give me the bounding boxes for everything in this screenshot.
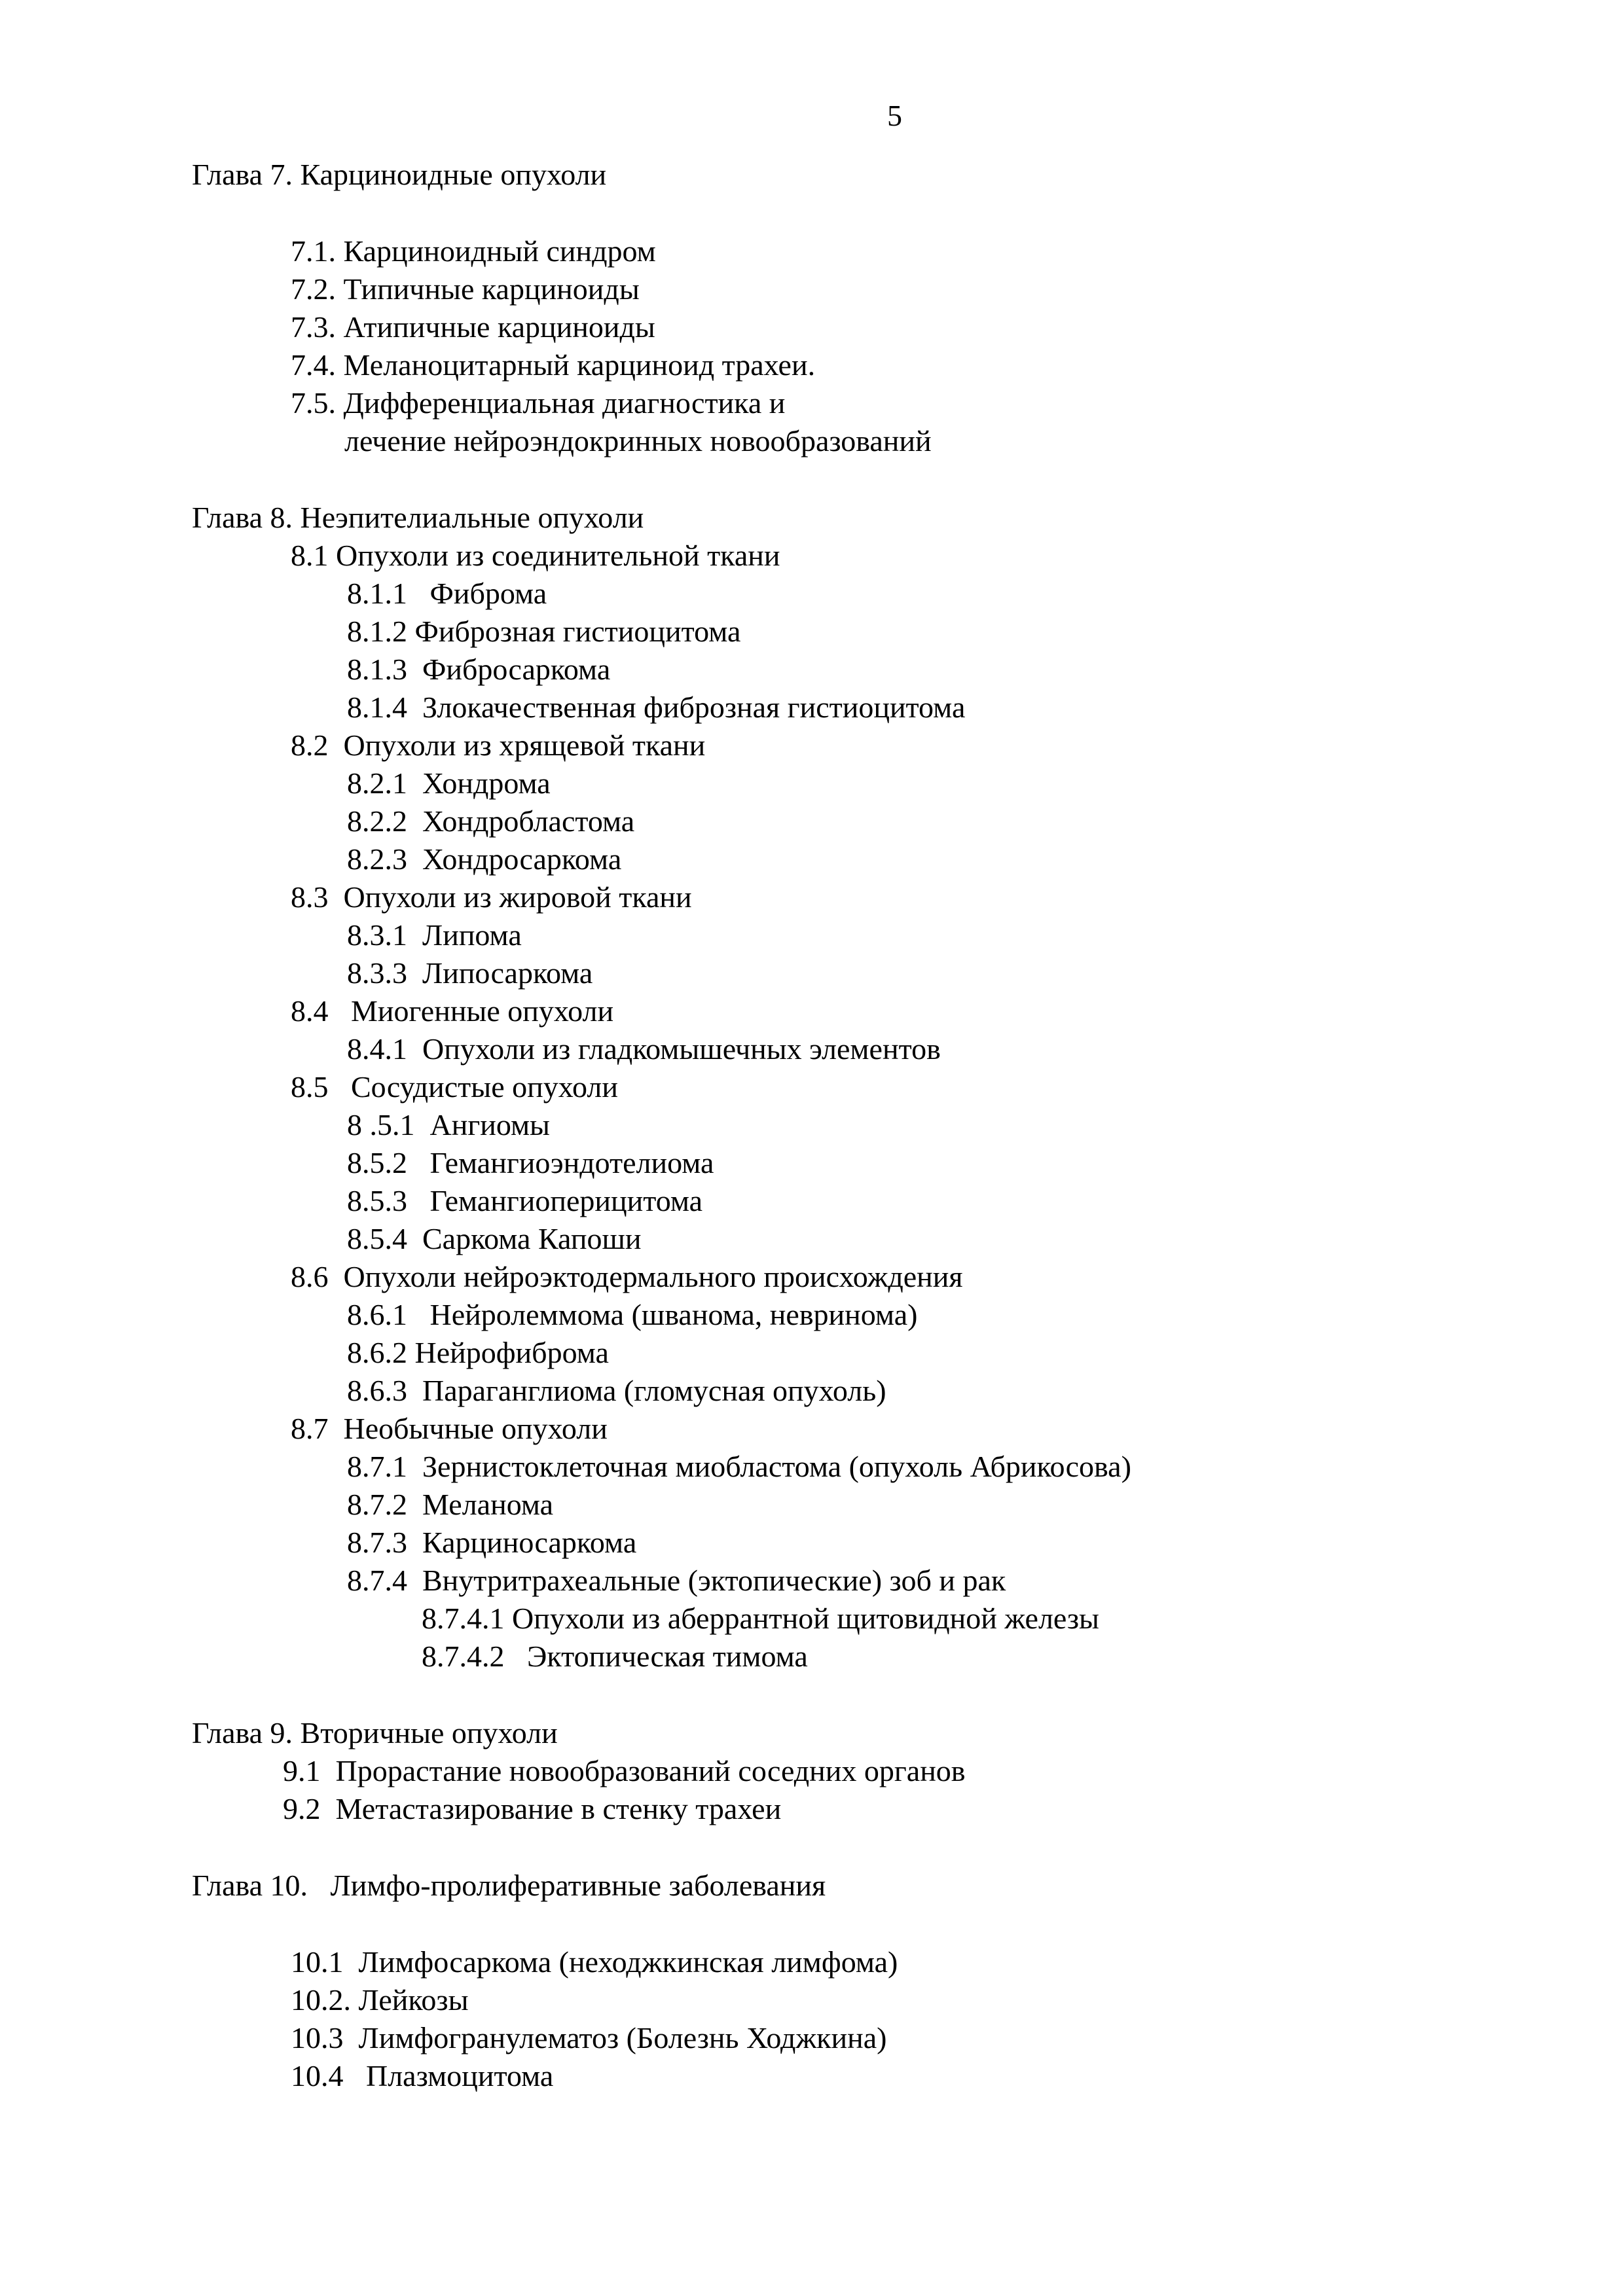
toc-section: 9.2 Метастазирование в стенку трахеи <box>283 1792 782 1825</box>
toc-entry: 7.1. Карциноидный синдром <box>291 234 656 268</box>
page-number: 5 <box>887 99 902 132</box>
toc-section: 8.4 Миогенные опухоли <box>291 994 614 1028</box>
toc-entry: 7.2. Типичные карциноиды <box>291 272 640 306</box>
toc-subsection: 8.1.1 Фиброма <box>347 577 547 610</box>
toc-entry: 7.5. Дифференциальная диагностика и <box>291 386 786 420</box>
toc-subsection: 8.1.4 Злокачественная фиброзная гистиоцитома <box>347 691 966 724</box>
toc-subsection: 8.7.2 Меланома <box>347 1488 554 1521</box>
toc-subsection: 8.7.3 Карциносаркома <box>347 1526 637 1559</box>
toc-subsection: 8.5.4 Саркома Капоши <box>347 1222 642 1255</box>
toc-subsection: 8.7.4 Внутритрахеальные (эктопические) зоб и рак <box>347 1564 1006 1597</box>
chapter-heading: Глава 10. Лимфо-пролиферативные заболевания <box>192 1869 826 1902</box>
toc-subsubsection: 8.7.4.1 Опухоли из аберрантной щитовидной железы <box>422 1602 1099 1635</box>
toc-section: 8.5 Сосудистые опухоли <box>291 1070 618 1103</box>
toc-subsection: 8.3.1 Липома <box>347 918 522 952</box>
toc-subsection: 8.5.3 Гемангиоперицитома <box>347 1184 703 1217</box>
toc-section: 10.2. Лейкозы <box>291 1983 469 2017</box>
chapter-heading: Глава 7. Карциноидные опухоли <box>192 158 607 191</box>
toc-section: 10.3 Лимфогранулематоз (Болезнь Ходжкина) <box>291 2021 887 2054</box>
toc-section: 8.1 Опухоли из соединительной ткани <box>291 539 780 572</box>
toc-subsection: 8.3.3 Липосаркома <box>347 956 593 990</box>
toc-entry: 7.3. Атипичные карциноиды <box>291 310 655 344</box>
toc-subsection: 8 .5.1 Ангиомы <box>347 1108 550 1141</box>
toc-subsection: 8.2.3 Хондросаркома <box>347 842 622 876</box>
toc-subsection: 8.2.1 Хондрома <box>347 766 551 800</box>
chapter-heading: Глава 8. Неэпителиальные опухоли <box>192 501 644 534</box>
toc-subsection: 8.4.1 Опухоли из гладкомышечных элементов <box>347 1032 941 1066</box>
toc-subsubsection: 8.7.4.2 Эктопическая тимома <box>422 1640 808 1673</box>
toc-section: 9.1 Прорастание новообразований соседних органов <box>283 1754 966 1787</box>
toc-subsection: 8.2.2 Хондробластома <box>347 804 635 838</box>
toc-section: 8.6 Опухоли нейроэктодермального происхождения <box>291 1260 963 1293</box>
toc-subsection: 8.1.3 Фибросаркома <box>347 653 611 686</box>
toc-entry: 7.4. Меланоцитарный карциноид трахеи. <box>291 348 816 382</box>
toc-section: 8.2 Опухоли из хрящевой ткани <box>291 728 706 762</box>
toc-section: 8.3 Опухоли из жировой ткани <box>291 880 692 914</box>
toc-subsection: 8.6.3 Параганглиома (гломусная опухоль) <box>347 1374 886 1407</box>
toc-subsection: 8.6.1 Нейролеммома (шванома, невринома) <box>347 1298 918 1331</box>
toc-section: 10.1 Лимфосаркома (неходжкинская лимфома) <box>291 1945 898 1979</box>
toc-section: 10.4 Плазмоцитома <box>291 2059 554 2092</box>
toc-subsection: 8.6.2 Нейрофиброма <box>347 1336 609 1369</box>
toc-subsection: 8.5.2 Гемангиоэндотелиома <box>347 1146 714 1179</box>
toc-subsection: 8.7.1 Зернистоклеточная миобластома (опухоль Абрикосова) <box>347 1450 1131 1483</box>
toc-subsection: 8.1.2 Фиброзная гистиоцитома <box>347 615 741 648</box>
toc-entry-continuation: лечение нейроэндокринных новообразований <box>344 424 932 457</box>
chapter-heading: Глава 9. Вторичные опухоли <box>192 1716 558 1749</box>
toc-section: 8.7 Необычные опухоли <box>291 1412 608 1445</box>
